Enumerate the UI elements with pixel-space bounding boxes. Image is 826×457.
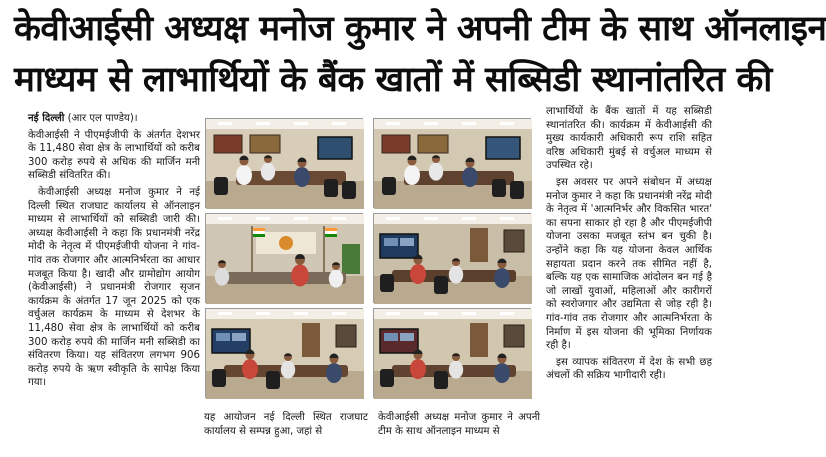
ceiling-light	[332, 122, 346, 125]
photo-floor	[206, 181, 364, 209]
photo-1-canvas	[206, 119, 364, 209]
ceiling-light	[218, 217, 232, 220]
wooden-door	[302, 323, 320, 357]
video-tile	[232, 333, 246, 341]
article-paragraph: इस व्यापक संवितरण में देश के सभी छह अंचलों की सक्रिय भागीदारी रही।	[546, 356, 712, 382]
wall-screen	[486, 137, 520, 159]
dateline: नई दिल्ली	[28, 113, 65, 124]
article-paragraph: केवीआईसी ने पीएमईजीपी के अंतर्गत देशभर के 11,480 सेवा क्षेत्र के लाभार्थियों को करीब 300 करोड़ रुपये से अधिक की मार्जिन मनी सब्सिडी संवितरित की।	[28, 129, 200, 182]
person-body	[449, 266, 463, 284]
ceiling-light	[294, 312, 308, 315]
article-paragraph: केवीआईसी अध्यक्ष मनोज कुमार ने नई दिल्ली स्थित राजघाट कार्यालय से ऑनलाइन माध्यम से लाभार्थियों को सब्सिडी जारी की। अध्यक्ष केवीआईसी ने कहा कि प्रधानमंत्री नरेंद्र मोदी के नेतृत्व में पीएमईजीपी योजना ने गांव-गांव तक रोजगार और आत्मनिर्भरता का आधार मजबूत किया है। खादी और ग्रामोद्योग आयोग (केवीआईसी) ने प्रधानमंत्री रोजगार सृजन कार्यक्रम के अंतर्गत 17 जून 2025 को एक वर्चुअल कार्यक्रम के माध्यम से देशभर के 11,480 सेवा क्षेत्र के लाभार्थियों को करीब 300 करोड़ रुपये की मार्जिन मनी सब्सिडी का संवितरण किया। यह संवितरण लगभग 906 करोड़ रुपये के ऋण स्वीकृति के सापेक्ष किया गया।	[28, 186, 200, 389]
wall-painting	[418, 135, 448, 153]
chair	[382, 177, 396, 195]
ceiling-light	[386, 312, 400, 315]
article-column-bottom-1	[204, 411, 368, 457]
ceiling-light	[462, 217, 476, 220]
ceiling-light	[218, 312, 232, 315]
ceiling-light	[500, 312, 514, 315]
chair	[380, 274, 394, 292]
article-paragraph: लाभार्थियों के बैंक खातों में यह सब्सिडी स्थानांतरित की। कार्यक्रम में केवीआईसी की मुख्य कार्यकारी अधिकारी रूप राशि सहित वरिष्ठ अधिकारी मुंबई से वर्चुअल माध्यम से उपस्थित रहे।	[546, 106, 712, 172]
wall-painting	[382, 135, 410, 153]
meeting-photo-1	[205, 118, 363, 208]
ceiling-light	[500, 122, 514, 125]
meeting-photo-4	[373, 213, 531, 303]
photo-floor	[374, 181, 532, 209]
meeting-photo-3	[205, 213, 363, 303]
chair	[492, 179, 506, 197]
ceiling-light	[294, 217, 308, 220]
article-column-right	[546, 105, 712, 457]
meeting-photo-6	[373, 308, 531, 398]
ceiling-light	[424, 217, 438, 220]
person-body	[462, 167, 478, 187]
wooden-door	[470, 323, 488, 357]
meeting-table	[226, 272, 346, 284]
ceiling-light	[424, 312, 438, 315]
article-paragraph: यह आयोजन नई दिल्ली स्थित राजघाट कार्यालय से सम्पन्न हुआ, जहां से	[204, 412, 368, 437]
photo-2-canvas	[374, 119, 532, 209]
person-body	[494, 268, 510, 288]
flag-stripe	[253, 231, 265, 234]
byline: (आर एल पाण्डेय)।	[64, 113, 138, 124]
ceiling-light	[256, 122, 270, 125]
ceiling-light	[386, 122, 400, 125]
person-body	[291, 264, 309, 286]
video-tile	[216, 333, 230, 341]
person-body	[326, 363, 342, 383]
person-body	[404, 165, 420, 185]
meeting-photo-5	[205, 308, 363, 398]
flag-stripe	[253, 228, 265, 231]
wall-painting	[214, 135, 242, 153]
person-body	[261, 163, 275, 181]
video-tile	[400, 333, 414, 341]
person-body	[449, 361, 463, 379]
video-tile	[384, 238, 398, 246]
person-body	[494, 363, 510, 383]
chair	[214, 177, 228, 195]
chair	[212, 369, 226, 387]
ceiling-light	[424, 122, 438, 125]
wooden-door	[470, 228, 488, 262]
person-body	[429, 163, 443, 181]
flag-stripe	[253, 234, 265, 237]
wall-portrait	[504, 325, 524, 347]
article-column-bottom-2	[378, 411, 540, 457]
wall-screen	[318, 137, 352, 159]
chair	[342, 181, 356, 199]
flag-stripe	[325, 228, 337, 231]
article-column-left	[28, 112, 200, 457]
photo-3-canvas	[206, 214, 364, 304]
wall-painting	[250, 135, 280, 153]
ceiling-light	[500, 217, 514, 220]
flag-stripe	[325, 234, 337, 237]
person-body	[329, 270, 343, 288]
video-tile	[384, 333, 398, 341]
ceiling-light	[462, 122, 476, 125]
headline-line-1: केवीआईसी अध्यक्ष मनोज कुमार ने अपनी टीम के साथ ऑनलाइन	[14, 9, 826, 49]
logo-emblem	[279, 236, 293, 250]
ceiling-light	[294, 122, 308, 125]
ceiling-light	[256, 217, 270, 220]
ceiling-light	[332, 312, 346, 315]
wall-portrait	[336, 325, 356, 347]
photo-5-canvas	[206, 309, 364, 399]
person-body	[410, 359, 426, 379]
plant	[342, 244, 360, 274]
video-tile	[400, 238, 414, 246]
ceiling-light	[386, 217, 400, 220]
dateline-paragraph	[28, 112, 200, 126]
person-body	[215, 268, 229, 286]
article-paragraph: केवीआईसी अध्यक्ष मनोज कुमार ने अपनी टीम के साथ ऑनलाइन माध्यम से	[378, 412, 540, 437]
ceiling-light	[218, 122, 232, 125]
photo-4-canvas	[374, 214, 532, 304]
flag-stripe	[325, 231, 337, 234]
chair	[510, 181, 524, 199]
ceiling-light	[462, 312, 476, 315]
meeting-photo-2	[373, 118, 531, 208]
photo-6-canvas	[374, 309, 532, 399]
chair	[434, 371, 448, 389]
ceiling-light	[256, 312, 270, 315]
article-paragraph: इस अवसर पर अपने संबोधन में अध्यक्ष मनोज कुमार ने कहा कि प्रधानमंत्री नरेंद्र मोदी के नेतृत्व में 'आत्मनिर्भर और विकसित भारत' का सपना साकार हो रहा है और पीएमईजीपी योजना उसका मजबूत स्तंभ बन चुकी है। उन्होंने कहा कि यह योजना केवल आर्थिक सहायता प्रदान करने तक सीमित नहीं है, बल्कि यह एक सामाजिक आंदोलन बन गई है जो लाखों युवाओं, महिलाओं और कारीगरों को स्वरोजगार और उद्यमिता से जोड़ रही है। गांव-गांव तक रोजगार और आत्मनिर्भरता के निर्माण में इस योजना की भूमिका निर्णायक रही है।	[546, 176, 712, 352]
chair	[266, 371, 280, 389]
chair	[324, 179, 338, 197]
person-body	[294, 167, 310, 187]
person-body	[410, 264, 426, 284]
chair	[434, 276, 448, 294]
ceiling-light	[332, 217, 346, 220]
person-body	[242, 359, 258, 379]
wall-portrait	[504, 230, 524, 252]
chair	[380, 369, 394, 387]
person-body	[236, 165, 252, 185]
headline-line-2: माध्यम से लाभार्थियों के बैंक खातों में सब्सिडी स्थानांतरित की	[14, 60, 772, 100]
person-body	[281, 361, 295, 379]
